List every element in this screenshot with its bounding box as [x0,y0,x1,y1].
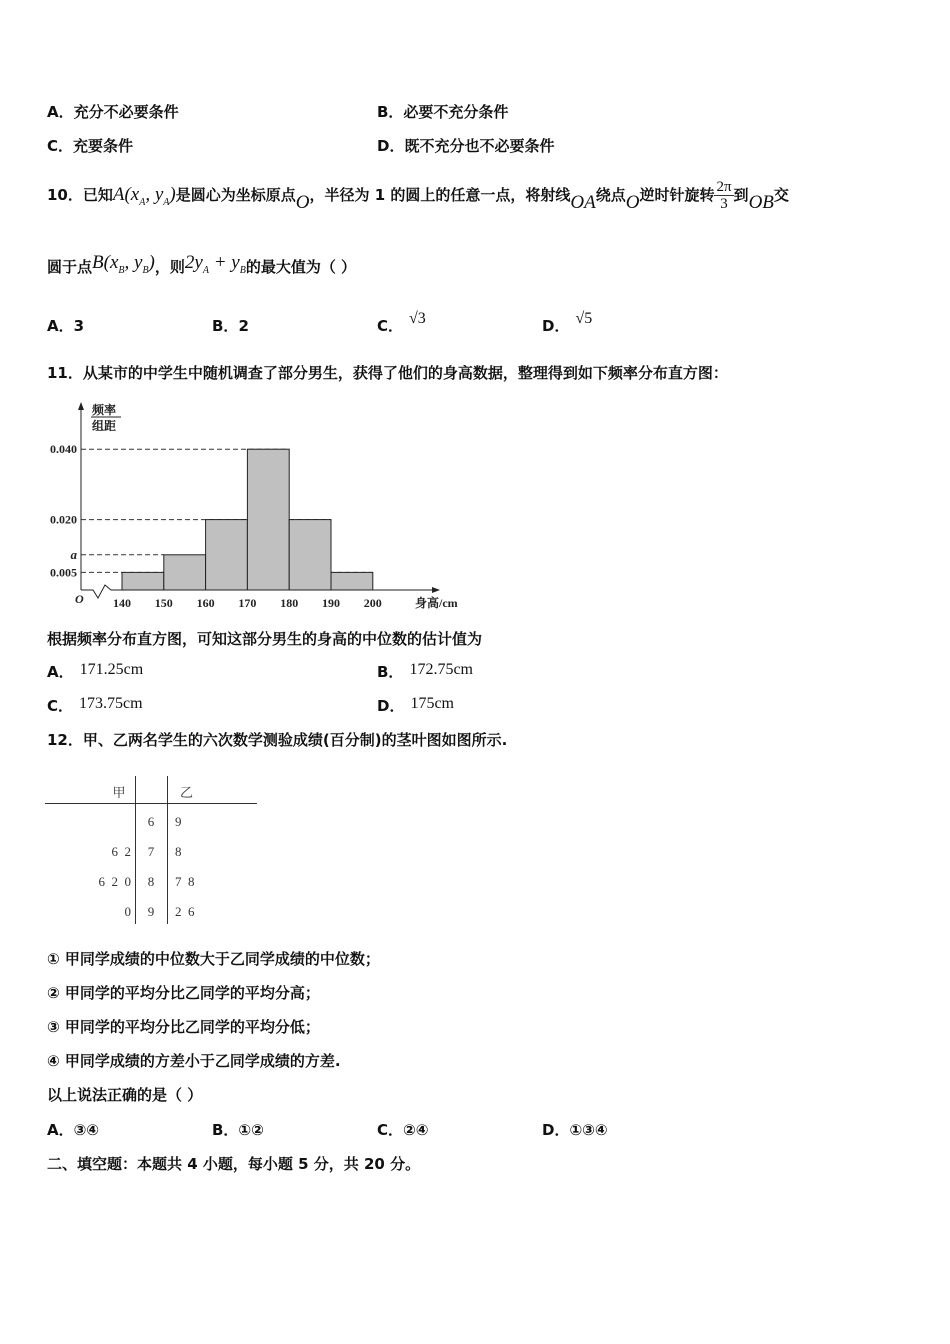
text: ，半径为 1 的圆上的任意一点，将射线 [309,186,571,204]
x-tick-label: 200 [363,596,382,610]
ray-ob: OB [748,192,774,213]
stem-leaf-left: 6 2 0 [98,874,131,889]
stem-leaf-left: 0 [124,904,131,919]
q12-option-b: B．①② [212,1121,264,1139]
histogram-bar [164,555,206,590]
origin-o: O [295,192,310,213]
q10-option-c: C． √3 [377,310,426,335]
statement-4: ④ 甲同学成绩的方差小于乙同学成绩的方差. [47,1052,341,1070]
q12-option-d: D．①③④ [542,1121,608,1139]
q9-option-c: C．充要条件 [47,137,134,155]
x-tick-label: 170 [238,596,257,610]
expression: $2y_A + y_B$ [184,252,246,276]
text: ，则 [154,258,185,276]
text: 圆于点 [47,258,93,276]
x-tick-label: 150 [154,596,173,610]
text: 交 [773,186,789,204]
histogram-bar [206,520,248,590]
origin-label: O [75,592,84,606]
x-axis-label: 身高/cm [415,596,458,610]
stem-leaf-right: 2 6 [175,904,195,919]
q11-option-d: D． 175cm [377,695,454,715]
yi-header: 乙 [180,785,194,800]
origin-o: O [625,192,640,213]
y-tick-label: 0.040 [50,442,77,457]
histogram-bar [247,449,289,590]
q10-option-d: D． √5 [542,310,593,335]
y-label-bottom: 组距 [92,419,117,433]
stem-leaf-plot [45,776,257,924]
text: 逆时针旋转 [639,186,715,204]
x-axis-arrow [432,587,440,593]
q12-option-a: A．③④ [47,1121,100,1139]
q11-question: 根据频率分布直方图，可知这部分男生的身高的中位数的估计值为 [47,630,483,648]
q10-option-b: B．2 [212,317,249,335]
q12-prompt: 以上说法正确的是（ ） [47,1086,203,1104]
q9-option-a: A．充分不必要条件 [47,103,179,121]
y-tick-label: a [70,546,77,562]
statement-1: ① 甲同学成绩的中位数大于乙同学成绩的中位数； [47,950,380,968]
q11-option-a: A． 171.25cm [47,661,144,681]
q10-number: 10．已知 [47,186,113,204]
q11-option-b: B． 172.75cm [377,661,473,681]
y-label-top: 频率 [92,403,117,417]
section-2-heading: 二、填空题：本题共 4 小题，每小题 5 分，共 20 分。 [47,1155,421,1173]
q12-text: 12．甲、乙两名学生的六次数学测验成绩(百分制)的茎叶图如图所示. [47,731,508,749]
q9-option-b: B．必要不充分条件 [377,103,509,121]
stem: 7 [147,844,155,859]
stem: 8 [147,874,155,889]
stem-leaf-right: 7 8 [175,874,195,889]
q11-text: 11．从某市的中学生中随机调查了部分男生，获得了他们的身高数据，整理得到如下频率分布直方图： [47,364,728,382]
x-tick-label: 160 [196,596,215,610]
point-a: $A(x_A$, $y_A$) [112,184,176,208]
angle-fraction: $\frac{2\pi}{3}$ [716,179,732,212]
stem-leaf-right: 8 [175,844,182,859]
x-tick-label: 140 [113,596,131,610]
ray-oa: OA [570,192,596,213]
q11-option-c: C． 173.75cm [47,695,143,715]
point-b: $B(x_B$, $y_B$) [92,252,155,276]
stem-leaf-left: 6 2 [111,844,131,859]
y-axis-arrow [78,402,84,410]
y-tick-label: 0.005 [50,565,77,580]
statement-2: ② 甲同学的平均分比乙同学的平均分高； [47,984,320,1002]
histogram-bar [289,520,331,590]
histogram-bar [122,572,164,590]
x-tick-label: 190 [322,596,340,610]
q9-option-d: D．既不充分也不必要条件 [377,137,555,155]
stem: 6 [147,814,155,829]
statement-3: ③ 甲同学的平均分比乙同学的平均分低； [47,1018,320,1036]
y-tick-label: 0.020 [50,512,77,527]
stem-leaf-right: 9 [175,814,182,829]
x-tick-label: 180 [280,596,299,610]
jia-header: 甲 [112,785,126,800]
stem: 9 [147,904,155,919]
q12-option-c: C．②④ [377,1121,429,1139]
text: 是圆心为坐标原点 [175,186,296,204]
histogram-bar [331,572,373,590]
q10-option-a: A．3 [47,317,85,335]
text: 的最大值为（ ） [245,258,357,276]
text: 绕点 [595,186,626,204]
text: 到 [733,186,749,204]
